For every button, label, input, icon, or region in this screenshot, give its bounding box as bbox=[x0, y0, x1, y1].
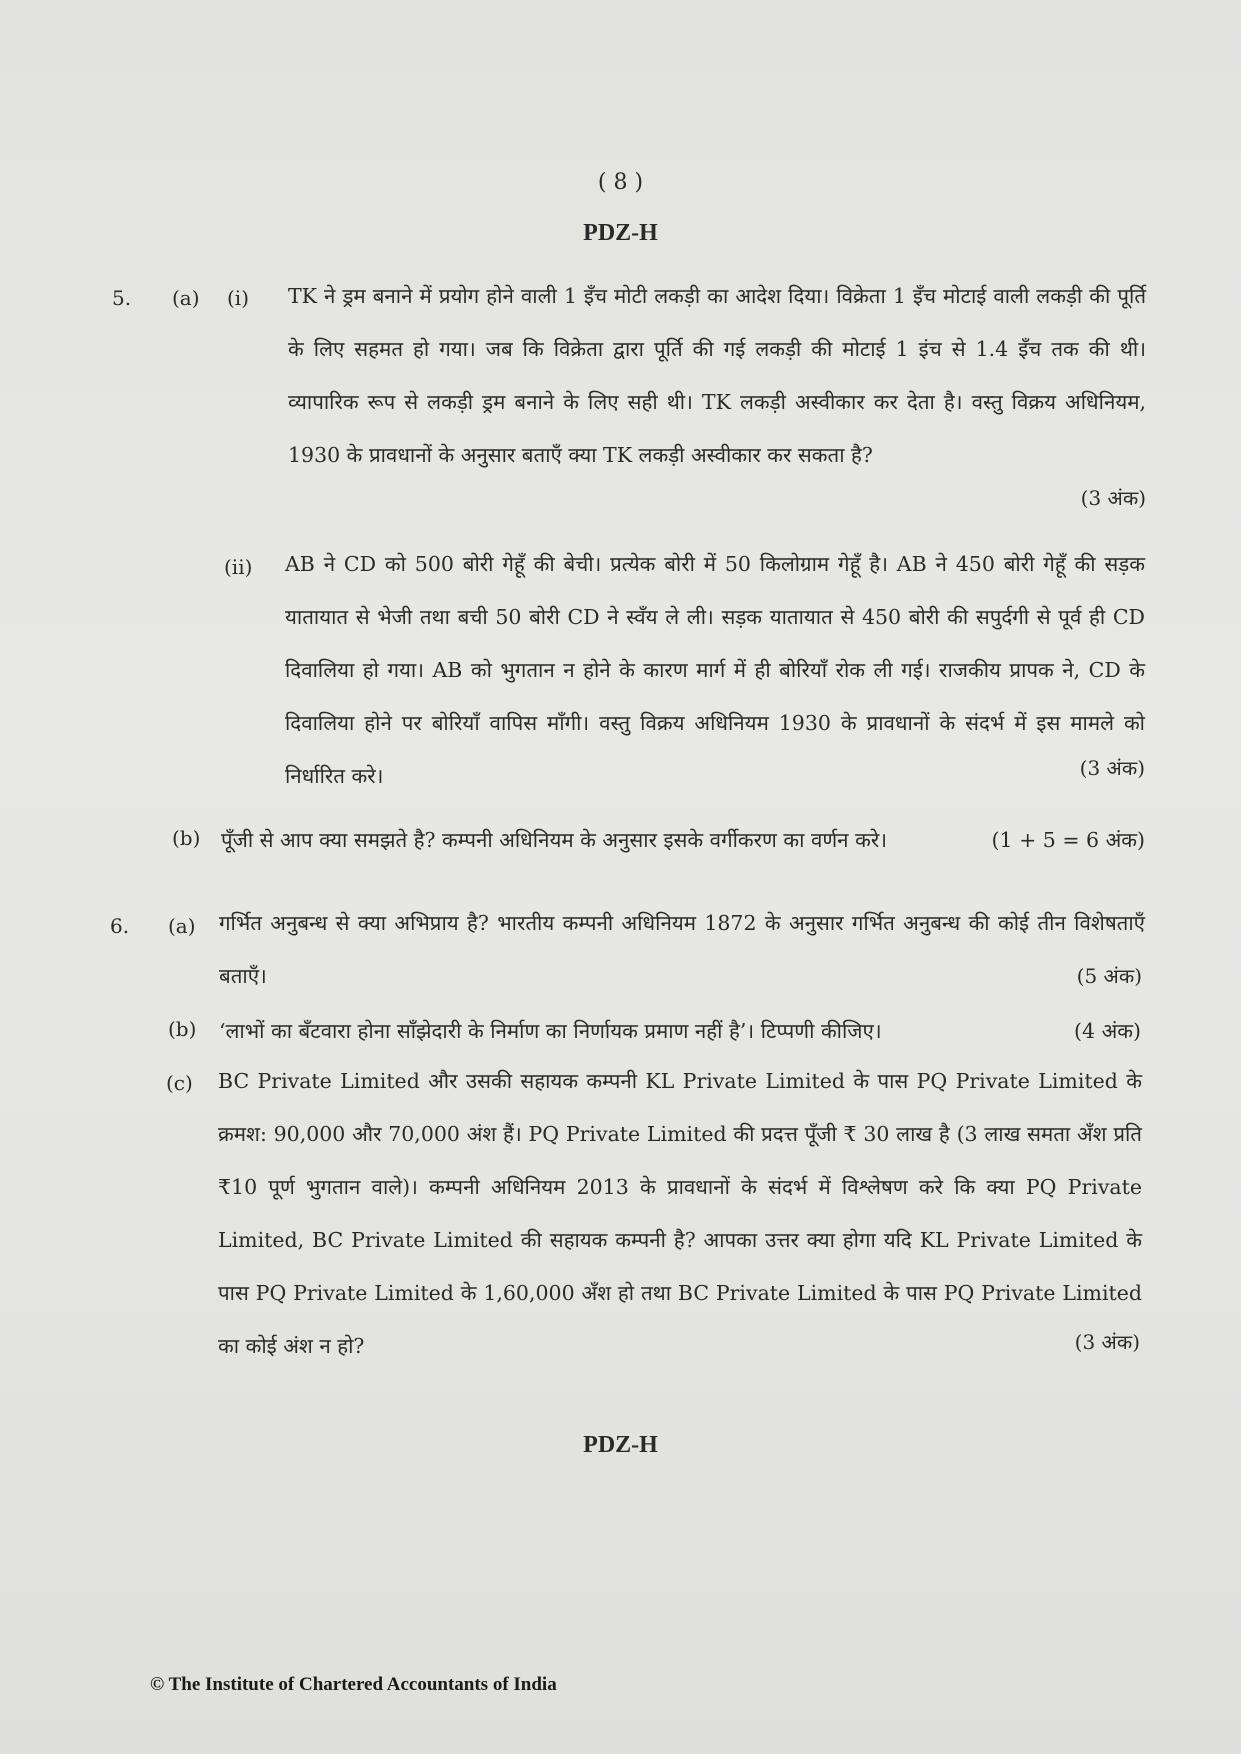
q6-part-c-label: (c) bbox=[166, 1071, 193, 1095]
q5-a-ii-text: AB ने CD को 500 बोरी गेहूँ की बेची। प्रत्येक बोरी में 50 किलोग्राम गेहूँ है। AB ने 450 बोरी गेहूँ की सड़क यातायात से भेजी तथा बची 50 बोरी CD ने स्वँय ले ली। सड़क यातायात से 450 बोरी की सपुर्दगी से पूर्व ही CD दिवालिया हो गया। AB को भुगतान न होने के कारण मार्ग में ही बोरियाँ रोक ली गई। राजकीय प्रापक ने, CD के दिवालिया होने पर बोरियाँ वापिस माँगी। वस्तु विक्रय अधिनियम 1930 के प्रावधानों के संदर्भ में इस मामले को निर्धारित करे। bbox=[285, 552, 1145, 788]
q6-b-text: ‘लाभों का बँटवारा होना साँझेदारी के निर्माण का निर्णायक प्रमाण नहीं है’। टिप्पणी कीजिए। bbox=[219, 1019, 882, 1043]
q6-a-marks: (5 अंक) bbox=[1076, 964, 1142, 988]
q5-a-ii-label: (ii) bbox=[224, 555, 253, 579]
copyright-footer: © The Institute of Chartered Accountants of India bbox=[150, 1674, 557, 1695]
q5-a-ii-marks: (3 अंक) bbox=[1079, 756, 1145, 780]
q6-part-b-label: (b) bbox=[168, 1017, 197, 1041]
page-number: ( 8 ) bbox=[597, 170, 644, 195]
q5-part-a-label: (a) bbox=[172, 286, 200, 310]
q5-part-b-label: (b) bbox=[172, 826, 201, 850]
q6-part-a-label: (a) bbox=[168, 914, 196, 938]
q6-c-marks: (3 अंक) bbox=[1074, 1330, 1140, 1354]
q6-b-row bbox=[219, 1017, 1141, 1045]
q6-b-marks: (4 अंक) bbox=[1074, 1019, 1141, 1043]
q5-b-row bbox=[221, 826, 1145, 854]
q5-a-i-label: (i) bbox=[227, 286, 250, 310]
q5-a-i-text: TK ने ड्रम बनाने में प्रयोग होने वाली 1 इँच मोटी लकड़ी का आदेश दिया। विक्रेता 1 इँच मोटाई वाली लकड़ी की पूर्ति के लिए सहमत हो गया। जब कि विक्रेता द्वारा पूर्ति की गई लकड़ी की मोटाई 1 इंच से 1.4 इँच तक की थी। व्यापारिक रूप से लकड़ी ड्रम बनाने के लिए सही थी। TK लकड़ी अस्वीकार कर देता है। वस्तु विक्रय अधिनियम, 1930 के प्रावधानों के अनुसार बताएँ क्या TK लकड़ी अस्वीकार कर सकता है? bbox=[288, 284, 1146, 467]
q6-a-text: गर्भित अनुबन्ध से क्या अभिप्राय है? भारतीय कम्पनी अधिनियम 1872 के अनुसार गर्भित अनुबन्ध की कोई तीन विशेषताएँ बताएँ। bbox=[219, 911, 1145, 988]
q6-c-text: BC Private Limited और उसकी सहायक कम्पनी KL Private Limited के पास PQ Private Limited के क्रमश: 90,000 और 70,000 अंश हैं। PQ Private Limited की प्रदत्त पूँजी ₹ 30 लाख है (3 लाख समता अँश प्रति ₹10 पूर्ण भुगतान वाले)। कम्पनी अधिनियम 2013 के प्रावधानों के संदर्भ में विश्लेषण करे कि क्या PQ Private Limited, BC Private Limited की सहायक कम्पनी है? आपका उत्तर क्या होगा यदि KL Private Limited के पास PQ Private Limited के 1,60,000 अँश हो तथा BC Private Limited के पास PQ Private Limited का कोई अंश न हो? bbox=[218, 1069, 1142, 1358]
paper-code-top: PDZ-H bbox=[583, 220, 658, 246]
q5-b-text: पूँजी से आप क्या समझते है? कम्पनी अधिनियम के अनुसार इसके वर्गीकरण का वर्णन करे। bbox=[221, 828, 887, 852]
question-number-6: 6. bbox=[110, 914, 130, 938]
question-number-5: 5. bbox=[112, 286, 132, 310]
paper-code-bottom: PDZ-H bbox=[583, 1432, 658, 1458]
q5-b-marks: (1 + 5 = 6 अंक) bbox=[991, 828, 1145, 852]
q5-a-i-marks: (3 अंक) bbox=[1080, 486, 1146, 510]
